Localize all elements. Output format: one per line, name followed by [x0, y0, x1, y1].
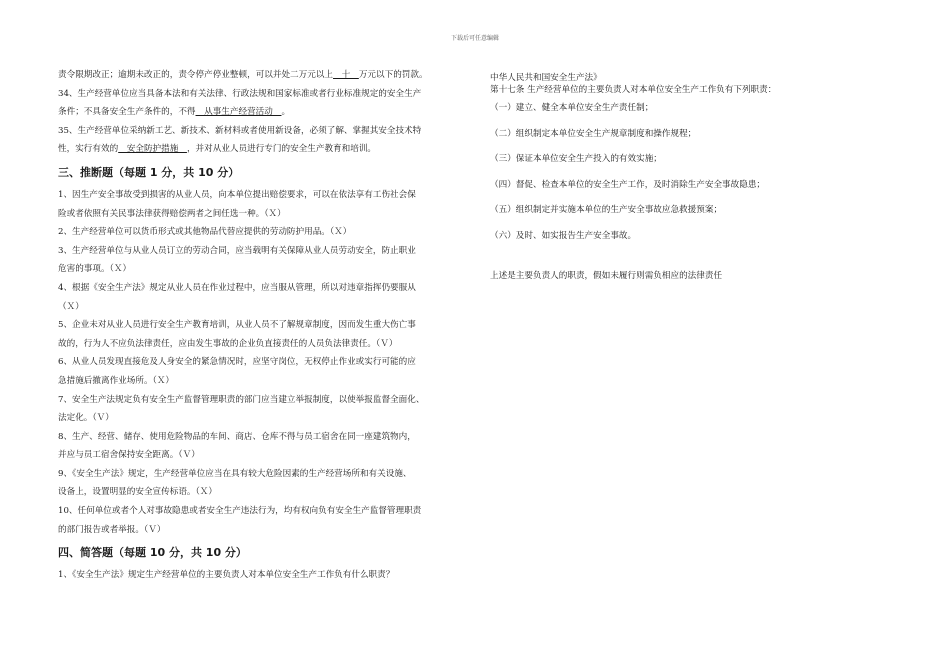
article-intro: 第十七条 生产经营单位的主要负责人对本单位安全生产工作负有下列职责：: [490, 85, 777, 95]
header-note: 下载后可任意编辑: [450, 35, 499, 42]
left-column: [58, 66, 468, 585]
judge-line: 的部门报告或者举报。（Ｖ）: [58, 524, 166, 535]
duty-item: （四）督促、检查本单位的安全生产工作，及时消除生产安全事故隐患；: [490, 179, 766, 190]
duty-item: （二）组织制定本单位安全生产规章制度和操作规程；: [490, 128, 697, 139]
text: ，并对从业人员进行专门的安全生产教育和培训。: [186, 144, 377, 155]
text: 。: [281, 107, 291, 118]
fill-line: [58, 85, 468, 104]
fill-line: [58, 66, 468, 85]
judge-line: 8、生产、经营、储存、使用危险物品的车间、商店、仓库不得与员工宿舍在同一座建筑物内，: [58, 431, 416, 442]
fill-line: [58, 103, 468, 122]
conclusion: 上述是主要负责人的职责，假如未履行则需负相应的法律责任: [490, 270, 723, 281]
judge-line: 10、任何单位或者个人对事故隐患或者安全生产违法行为，均有权向负有安全生产监督管理职责: [58, 506, 422, 517]
judge-line: 急措施后撤离作业场所。（Ｘ）: [58, 375, 175, 386]
question-line: 1、《安全生产法》规定生产经营单位的主要负责人对本单位安全生产工作负有什么职责？: [58, 570, 395, 581]
judge-line: 9、《安全生产法》规定，生产经营单位应当在具有较大危险因素的生产经营场所和有关设施、: [58, 468, 412, 479]
judge-line: 2、生产经营单位可以货币形式或其他物品代替应提供的劳动防护用品。（Ｘ）: [58, 227, 352, 238]
judge-line: 险或者依照有关民事法律获得赔偿两者之间任选一种。（Ｘ）: [58, 208, 286, 219]
fill-answer: 从事生产经营活动: [195, 107, 282, 118]
text: 条件；不具备安全生产条件的，不得: [58, 107, 196, 118]
duty-item: （六）及时、如实报告生产安全事故。: [490, 230, 637, 241]
section-heading: 三、推断题（每题 1 分，共 10 分）: [58, 165, 240, 179]
text: 责令限期改正；逾期未改正的，责令停产停业整顿，可以并处二万元以上: [58, 70, 334, 80]
text: 性，实行有效的: [58, 144, 119, 155]
judge-line: 5、企业未对从业人员进行安全生产教育培训，从业人员不了解规章制度，因而发生重大伤亡事: [58, 320, 416, 331]
judge-line: 4、根据《安全生产法》规定从业人员在作业过程中，应当服从管理，所以对违章指挥仍要服从: [58, 282, 416, 293]
duty-item: （五）组织制定并实施本单位的生产安全事故应急救援预案；: [490, 205, 723, 216]
judge-line: 危害的事项。（Ｘ）: [58, 264, 132, 275]
text: 35、生产经营单位采纳新工艺、新技术、新材料或者使用新设备，必须了解、掌握其安全技术特: [58, 125, 422, 136]
judge-line: （Ｘ）: [58, 301, 84, 312]
right-column: [490, 66, 890, 289]
law-title: 中华人民共和国安全生产法》: [490, 73, 602, 83]
duty-item: （三）保证本单位安全生产投入的有效实施；: [490, 154, 662, 165]
text: 34、生产经营单位应当具备本法和有关法律、行政法规和国家标准或者行业标准规定的安全生产: [58, 88, 422, 99]
text: 万元以下的罚款。: [358, 70, 428, 80]
judge-line: 设备上，设置明显的安全宣传标语。（Ｘ）: [58, 487, 217, 498]
judge-line: 6、从业人员发现直接危及人身安全的紧急情况时，应坚守岗位，无权停止作业或实行可能的应: [58, 357, 416, 368]
fill-answer: 十: [333, 70, 359, 80]
judge-line: 7、安全生产法规定负有安全生产监督管理职责的部门应当建立举报制度，以使举报监督全面化、: [58, 394, 425, 405]
fill-line: [58, 140, 468, 159]
section-heading: 四、简答题（每题 10 分，共 10 分）: [58, 546, 247, 560]
fill-answer: 安全防护措施: [118, 144, 187, 155]
judge-line: 故的，行为人不应负法律责任，应由发生事故的企业负直接责任的人员负法律责任。（Ｖ）: [58, 338, 398, 349]
judge-line: 3、生产经营单位与从业人员订立的劳动合同，应当载明有关保障从业人员劳动安全，防止职业: [58, 245, 416, 256]
judge-line: 1、因生产安全事故受到损害的从业人员，向本单位提出赔偿要求，可以在依法享有工伤社会保: [58, 189, 416, 200]
judge-line: 并应与员工宿舍保持安全距离。（Ｖ）: [58, 450, 200, 461]
judge-line: 法定化。（Ｖ）: [58, 413, 114, 424]
duty-item: （一）建立、健全本单位安全生产责任制；: [490, 103, 654, 113]
fill-line: [58, 122, 468, 141]
